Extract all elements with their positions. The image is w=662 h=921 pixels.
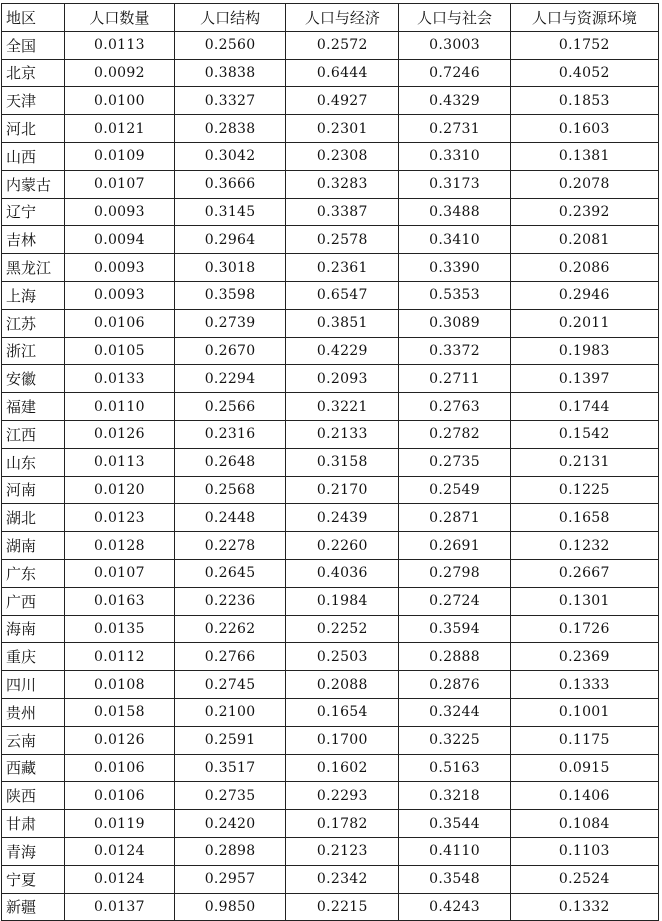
population-economy-cell: 0.2439 <box>286 504 399 532</box>
table-row <box>2 448 659 476</box>
population-quantity-cell: 0.0133 <box>64 365 174 393</box>
population-structure-cell: 0.3327 <box>174 87 285 115</box>
population-quantity-cell: 0.0106 <box>64 754 174 782</box>
table-row <box>2 587 659 615</box>
population-economy-cell: 0.2133 <box>286 420 399 448</box>
population-structure-cell: 0.2745 <box>174 671 285 699</box>
table-row <box>2 281 659 309</box>
population-society-cell: 0.2549 <box>399 476 510 504</box>
population-society-cell: 0.3548 <box>399 865 510 893</box>
population-society-cell: 0.2735 <box>399 448 510 476</box>
population-society-cell: 0.2876 <box>399 671 510 699</box>
table-row <box>2 420 659 448</box>
region-cell: 上海 <box>2 281 65 309</box>
population-economy-cell: 0.2308 <box>286 142 399 170</box>
population-resources-environment-cell: 0.1175 <box>510 726 658 754</box>
region-cell: 全国 <box>2 31 65 59</box>
population-structure-cell: 0.2670 <box>174 337 285 365</box>
population-structure-cell: 0.2236 <box>174 587 285 615</box>
table-row <box>2 810 659 838</box>
population-structure-cell: 0.3018 <box>174 254 285 282</box>
population-structure-cell: 0.2568 <box>174 476 285 504</box>
population-economy-cell: 0.2252 <box>286 615 399 643</box>
population-economy-cell: 0.3387 <box>286 198 399 226</box>
population-society-cell: 0.3310 <box>399 142 510 170</box>
population-economy-cell: 0.2301 <box>286 115 399 143</box>
population-economy-cell: 0.3158 <box>286 448 399 476</box>
population-quantity-cell: 0.0106 <box>64 782 174 810</box>
population-society-cell: 0.2763 <box>399 393 510 421</box>
population-structure-cell: 0.2591 <box>174 726 285 754</box>
population-resources-environment-cell: 0.1084 <box>510 810 658 838</box>
population-economy-cell: 0.2503 <box>286 643 399 671</box>
population-structure-cell: 0.2566 <box>174 393 285 421</box>
population-resources-environment-cell: 0.2131 <box>510 448 658 476</box>
region-cell: 广西 <box>2 587 65 615</box>
population-quantity-cell: 0.0108 <box>64 671 174 699</box>
population-resources-environment-cell: 0.1397 <box>510 365 658 393</box>
population-quantity-cell: 0.0121 <box>64 115 174 143</box>
population-resources-environment-cell: 0.2011 <box>510 309 658 337</box>
population-resources-environment-cell: 0.1333 <box>510 671 658 699</box>
population-resources-environment-cell: 0.1332 <box>510 893 658 921</box>
population-resources-environment-cell: 0.2081 <box>510 226 658 254</box>
population-economy-cell: 0.2578 <box>286 226 399 254</box>
population-structure-cell: 0.3838 <box>174 59 285 87</box>
region-cell: 河北 <box>2 115 65 143</box>
population-quantity-cell: 0.0093 <box>64 281 174 309</box>
population-economy-cell: 0.2123 <box>286 837 399 865</box>
table-row <box>2 671 659 699</box>
table-row <box>2 615 659 643</box>
header-population-society: 人口与社会 <box>399 4 510 32</box>
population-structure-cell: 0.2316 <box>174 420 285 448</box>
region-cell: 湖北 <box>2 504 65 532</box>
population-quantity-cell: 0.0126 <box>64 726 174 754</box>
region-cell: 湖南 <box>2 532 65 560</box>
population-structure-cell: 0.2262 <box>174 615 285 643</box>
population-society-cell: 0.3544 <box>399 810 510 838</box>
population-society-cell: 0.2888 <box>399 643 510 671</box>
population-structure-cell: 0.2898 <box>174 837 285 865</box>
population-resources-environment-cell: 0.1603 <box>510 115 658 143</box>
table-row <box>2 365 659 393</box>
table-row <box>2 643 659 671</box>
region-cell: 山西 <box>2 142 65 170</box>
population-economy-cell: 0.1984 <box>286 587 399 615</box>
table-row <box>2 865 659 893</box>
population-quantity-cell: 0.0112 <box>64 643 174 671</box>
region-cell: 河南 <box>2 476 65 504</box>
population-resources-environment-cell: 0.2667 <box>510 559 658 587</box>
population-economy-cell: 0.1700 <box>286 726 399 754</box>
table-row <box>2 142 659 170</box>
population-society-cell: 0.4329 <box>399 87 510 115</box>
population-quantity-cell: 0.0109 <box>64 142 174 170</box>
population-quantity-cell: 0.0093 <box>64 198 174 226</box>
population-quantity-cell: 0.0110 <box>64 393 174 421</box>
region-population-index-table <box>1 3 659 921</box>
header-population-economy: 人口与经济 <box>286 4 399 32</box>
region-cell: 重庆 <box>2 643 65 671</box>
population-structure-cell: 0.3517 <box>174 754 285 782</box>
population-resources-environment-cell: 0.1001 <box>510 698 658 726</box>
population-society-cell: 0.3225 <box>399 726 510 754</box>
population-economy-cell: 0.4036 <box>286 559 399 587</box>
population-quantity-cell: 0.0128 <box>64 532 174 560</box>
population-structure-cell: 0.2448 <box>174 504 285 532</box>
population-resources-environment-cell: 0.1225 <box>510 476 658 504</box>
region-cell: 陕西 <box>2 782 65 810</box>
population-economy-cell: 0.1782 <box>286 810 399 838</box>
population-resources-environment-cell: 0.1853 <box>510 87 658 115</box>
table-row <box>2 309 659 337</box>
region-cell: 甘肃 <box>2 810 65 838</box>
region-cell: 贵州 <box>2 698 65 726</box>
population-resources-environment-cell: 0.1103 <box>510 837 658 865</box>
region-cell: 福建 <box>2 393 65 421</box>
population-society-cell: 0.3089 <box>399 309 510 337</box>
population-economy-cell: 0.6444 <box>286 59 399 87</box>
population-structure-cell: 0.3145 <box>174 198 285 226</box>
region-cell: 海南 <box>2 615 65 643</box>
region-cell: 广东 <box>2 559 65 587</box>
region-cell: 黑龙江 <box>2 254 65 282</box>
header-row <box>2 4 659 32</box>
population-quantity-cell: 0.0124 <box>64 837 174 865</box>
population-society-cell: 0.2724 <box>399 587 510 615</box>
region-cell: 辽宁 <box>2 198 65 226</box>
population-quantity-cell: 0.0124 <box>64 865 174 893</box>
population-quantity-cell: 0.0120 <box>64 476 174 504</box>
population-society-cell: 0.3594 <box>399 615 510 643</box>
population-resources-environment-cell: 0.2086 <box>510 254 658 282</box>
table-row <box>2 726 659 754</box>
population-economy-cell: 0.4229 <box>286 337 399 365</box>
population-quantity-cell: 0.0158 <box>64 698 174 726</box>
population-resources-environment-cell: 0.1301 <box>510 587 658 615</box>
population-structure-cell: 0.2735 <box>174 782 285 810</box>
table-row <box>2 476 659 504</box>
population-society-cell: 0.3244 <box>399 698 510 726</box>
population-society-cell: 0.2711 <box>399 365 510 393</box>
population-structure-cell: 0.2838 <box>174 115 285 143</box>
table-row <box>2 532 659 560</box>
region-cell: 山东 <box>2 448 65 476</box>
population-resources-environment-cell: 0.1752 <box>510 31 658 59</box>
region-cell: 天津 <box>2 87 65 115</box>
region-cell: 云南 <box>2 726 65 754</box>
table-body <box>2 31 659 921</box>
table-row <box>2 337 659 365</box>
population-economy-cell: 0.2215 <box>286 893 399 921</box>
population-structure-cell: 0.2648 <box>174 448 285 476</box>
table-row <box>2 754 659 782</box>
population-structure-cell: 0.2964 <box>174 226 285 254</box>
population-quantity-cell: 0.0092 <box>64 59 174 87</box>
table-row <box>2 198 659 226</box>
population-society-cell: 0.3372 <box>399 337 510 365</box>
region-cell: 四川 <box>2 671 65 699</box>
population-resources-environment-cell: 0.1232 <box>510 532 658 560</box>
region-cell: 江苏 <box>2 309 65 337</box>
population-resources-environment-cell: 0.1542 <box>510 420 658 448</box>
header-population-resources-environment: 人口与资源环境 <box>510 4 658 32</box>
population-resources-environment-cell: 0.0915 <box>510 754 658 782</box>
table-row <box>2 254 659 282</box>
population-society-cell: 0.3390 <box>399 254 510 282</box>
population-resources-environment-cell: 0.2078 <box>510 170 658 198</box>
population-structure-cell: 0.2560 <box>174 31 285 59</box>
table-row <box>2 698 659 726</box>
population-quantity-cell: 0.0105 <box>64 337 174 365</box>
region-cell: 吉林 <box>2 226 65 254</box>
population-resources-environment-cell: 0.2392 <box>510 198 658 226</box>
population-quantity-cell: 0.0135 <box>64 615 174 643</box>
population-economy-cell: 0.1602 <box>286 754 399 782</box>
population-society-cell: 0.7246 <box>399 59 510 87</box>
population-economy-cell: 0.2342 <box>286 865 399 893</box>
population-structure-cell: 0.2766 <box>174 643 285 671</box>
population-structure-cell: 0.3666 <box>174 170 285 198</box>
population-society-cell: 0.5163 <box>399 754 510 782</box>
population-quantity-cell: 0.0123 <box>64 504 174 532</box>
population-structure-cell: 0.2739 <box>174 309 285 337</box>
region-cell: 新疆 <box>2 893 65 921</box>
table-row <box>2 837 659 865</box>
population-resources-environment-cell: 0.2946 <box>510 281 658 309</box>
region-cell: 宁夏 <box>2 865 65 893</box>
table-row <box>2 226 659 254</box>
population-resources-environment-cell: 0.1406 <box>510 782 658 810</box>
population-quantity-cell: 0.0093 <box>64 254 174 282</box>
population-economy-cell: 0.3851 <box>286 309 399 337</box>
population-quantity-cell: 0.0113 <box>64 31 174 59</box>
population-quantity-cell: 0.0106 <box>64 309 174 337</box>
population-economy-cell: 0.2088 <box>286 671 399 699</box>
table-row <box>2 393 659 421</box>
table-row <box>2 504 659 532</box>
table-row <box>2 31 659 59</box>
population-structure-cell: 0.2645 <box>174 559 285 587</box>
region-cell: 青海 <box>2 837 65 865</box>
table-row <box>2 782 659 810</box>
population-resources-environment-cell: 0.1658 <box>510 504 658 532</box>
population-economy-cell: 0.3221 <box>286 393 399 421</box>
population-economy-cell: 0.2260 <box>286 532 399 560</box>
population-economy-cell: 0.2293 <box>286 782 399 810</box>
population-economy-cell: 0.2572 <box>286 31 399 59</box>
population-society-cell: 0.2691 <box>399 532 510 560</box>
population-quantity-cell: 0.0163 <box>64 587 174 615</box>
population-structure-cell: 0.9850 <box>174 893 285 921</box>
population-economy-cell: 0.1654 <box>286 698 399 726</box>
population-society-cell: 0.2798 <box>399 559 510 587</box>
population-quantity-cell: 0.0107 <box>64 170 174 198</box>
region-cell: 安徽 <box>2 365 65 393</box>
population-economy-cell: 0.2093 <box>286 365 399 393</box>
population-society-cell: 0.3488 <box>399 198 510 226</box>
population-society-cell: 0.3410 <box>399 226 510 254</box>
population-quantity-cell: 0.0119 <box>64 810 174 838</box>
population-society-cell: 0.4110 <box>399 837 510 865</box>
population-quantity-cell: 0.0126 <box>64 420 174 448</box>
population-structure-cell: 0.2294 <box>174 365 285 393</box>
population-economy-cell: 0.2361 <box>286 254 399 282</box>
population-society-cell: 0.2731 <box>399 115 510 143</box>
population-society-cell: 0.3173 <box>399 170 510 198</box>
population-economy-cell: 0.6547 <box>286 281 399 309</box>
population-structure-cell: 0.2957 <box>174 865 285 893</box>
population-society-cell: 0.2871 <box>399 504 510 532</box>
population-society-cell: 0.3218 <box>399 782 510 810</box>
population-structure-cell: 0.3042 <box>174 142 285 170</box>
population-structure-cell: 0.2278 <box>174 532 285 560</box>
population-society-cell: 0.2782 <box>399 420 510 448</box>
region-cell: 江西 <box>2 420 65 448</box>
table-row <box>2 170 659 198</box>
population-structure-cell: 0.2100 <box>174 698 285 726</box>
population-structure-cell: 0.2420 <box>174 810 285 838</box>
population-society-cell: 0.3003 <box>399 31 510 59</box>
population-economy-cell: 0.2170 <box>286 476 399 504</box>
table-row <box>2 559 659 587</box>
population-quantity-cell: 0.0137 <box>64 893 174 921</box>
header-population-quantity: 人口数量 <box>64 4 174 32</box>
header-region: 地区 <box>2 4 65 32</box>
region-cell: 西藏 <box>2 754 65 782</box>
population-quantity-cell: 0.0107 <box>64 559 174 587</box>
table-row <box>2 87 659 115</box>
population-resources-environment-cell: 0.1726 <box>510 615 658 643</box>
population-quantity-cell: 0.0113 <box>64 448 174 476</box>
population-society-cell: 0.5353 <box>399 281 510 309</box>
population-structure-cell: 0.3598 <box>174 281 285 309</box>
population-economy-cell: 0.3283 <box>286 170 399 198</box>
table-header <box>2 4 659 32</box>
population-society-cell: 0.4243 <box>399 893 510 921</box>
population-resources-environment-cell: 0.2524 <box>510 865 658 893</box>
population-resources-environment-cell: 0.1381 <box>510 142 658 170</box>
header-population-structure: 人口结构 <box>174 4 285 32</box>
population-quantity-cell: 0.0094 <box>64 226 174 254</box>
population-quantity-cell: 0.0100 <box>64 87 174 115</box>
population-resources-environment-cell: 0.1983 <box>510 337 658 365</box>
region-cell: 内蒙古 <box>2 170 65 198</box>
table-row <box>2 893 659 921</box>
population-resources-environment-cell: 0.2369 <box>510 643 658 671</box>
population-resources-environment-cell: 0.4052 <box>510 59 658 87</box>
region-cell: 浙江 <box>2 337 65 365</box>
region-cell: 北京 <box>2 59 65 87</box>
table-row <box>2 59 659 87</box>
population-economy-cell: 0.4927 <box>286 87 399 115</box>
table-row <box>2 115 659 143</box>
population-resources-environment-cell: 0.1744 <box>510 393 658 421</box>
